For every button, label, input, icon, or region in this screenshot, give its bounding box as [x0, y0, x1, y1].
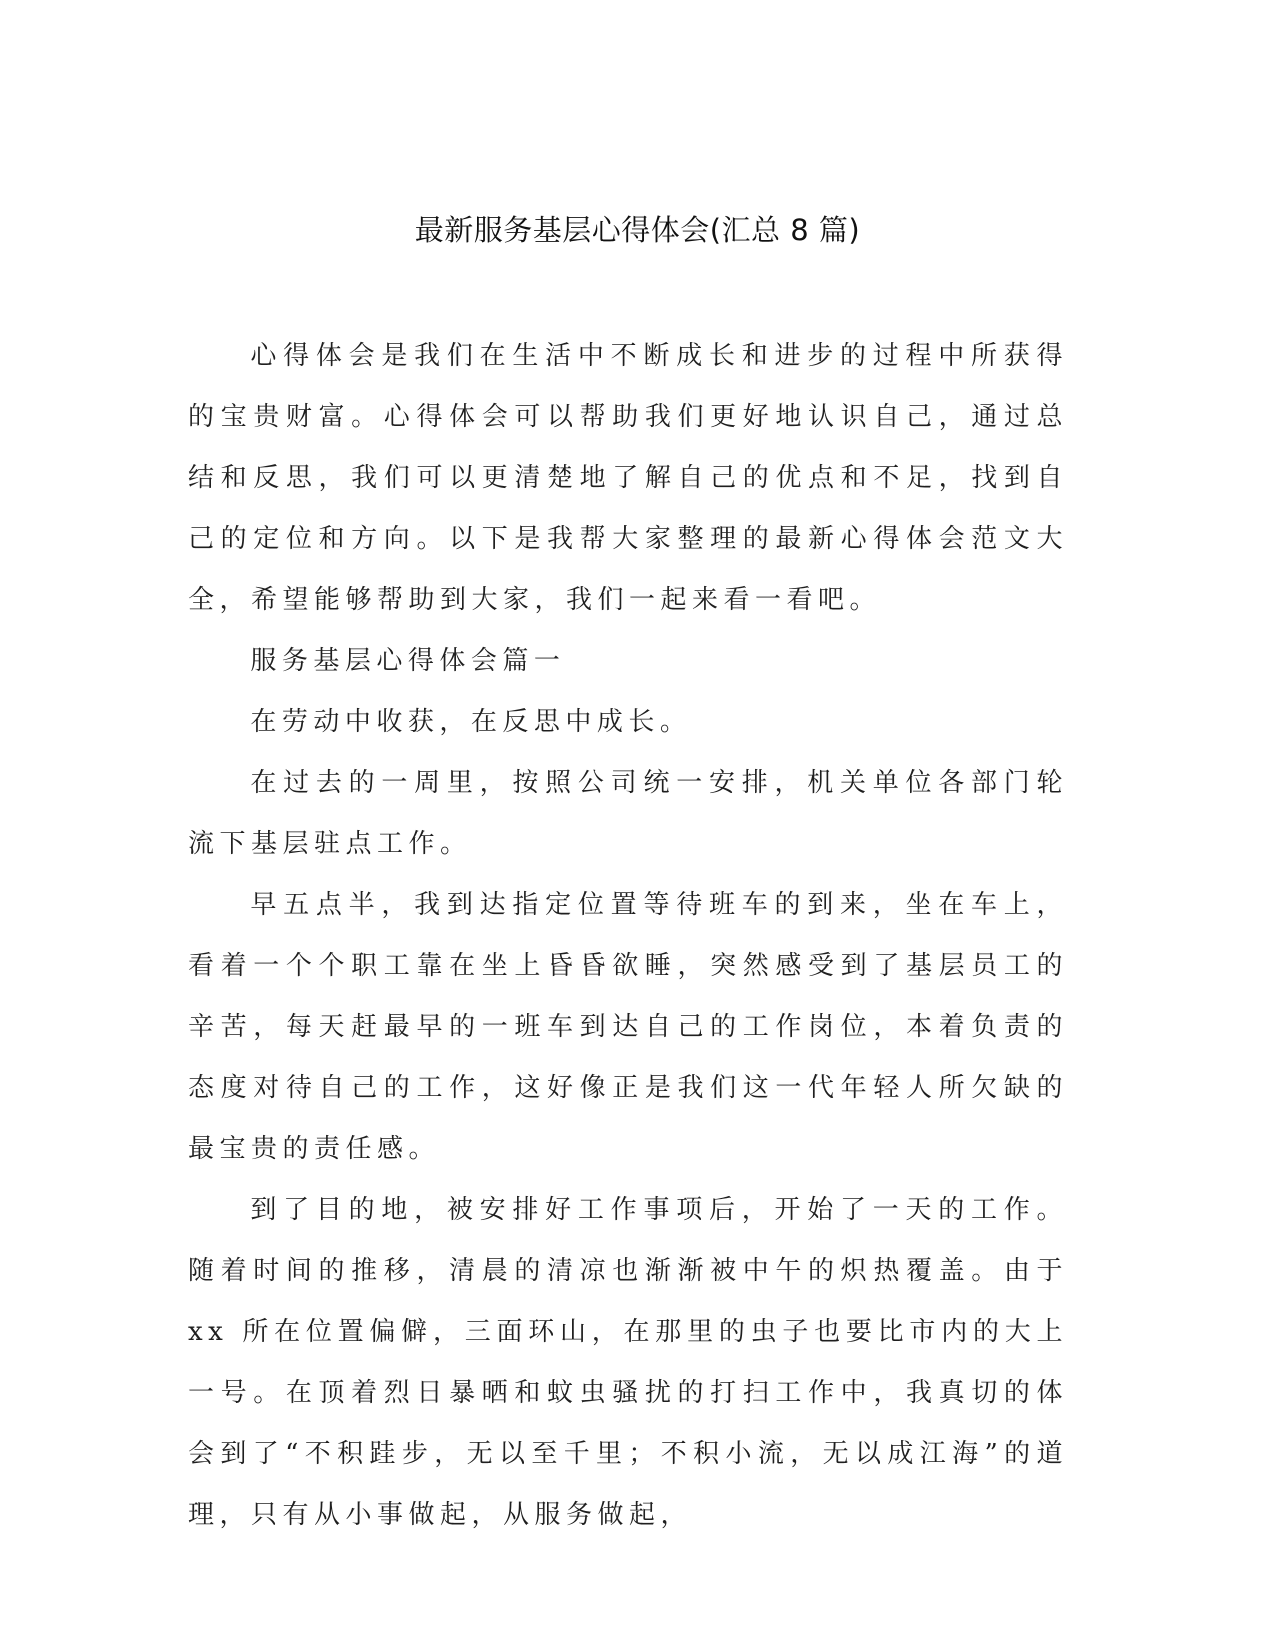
paragraph: 早五点半，我到达指定位置等待班车的到来，坐在车上，看着一个个职工靠在坐上昏昏欲睡，突然感受到了基层员工的辛苦，每天赶最早的一班车到达自己的工作岗位，本着负责的态度对待自己的工作，这好像正是我们这一代年轻人所欠缺的最宝贵的责任感。: [188, 890, 1068, 1164]
paragraph: 到了目的地，被安排好工作事项后，开始了一天的工作。随着时间的推移，清晨的清凉也渐渐被中午的炽热覆盖。由于 xx 所在位置偏僻，三面环山，在那里的虫子也要比市内的大上一号。在顶着烈日暴晒和蚊虫骚扰的打扫工作中，我真切的体会到了“不积跬步，无以至千里；不积小流，无以成江海”的道理，只有从小事做起，从服务做起，: [188, 1195, 1068, 1530]
document-title: 最新服务基层心得体会(汇总 8 篇): [414, 213, 861, 247]
section-heading: 服务基层心得体会篇一: [250, 646, 566, 676]
paragraph-intro: 心得体会是我们在生活中不断成长和进步的过程中所获得的宝贵财富。心得体会可以帮助我们更好地认识自己，通过总结和反思，我们可以更清楚地了解自己的优点和不足，找到自己的定位和方向。以下是我帮大家整理的最新心得体会范文大全，希望能够帮助到大家，我们一起来看一看吧。: [188, 341, 1068, 615]
paragraph-subtitle: 在劳动中收获，在反思中成长。: [250, 707, 692, 737]
paragraph: 在过去的一周里，按照公司统一安排，机关单位各部门轮流下基层驻点工作。: [188, 768, 1068, 859]
document-body: [188, 326, 1068, 1546]
